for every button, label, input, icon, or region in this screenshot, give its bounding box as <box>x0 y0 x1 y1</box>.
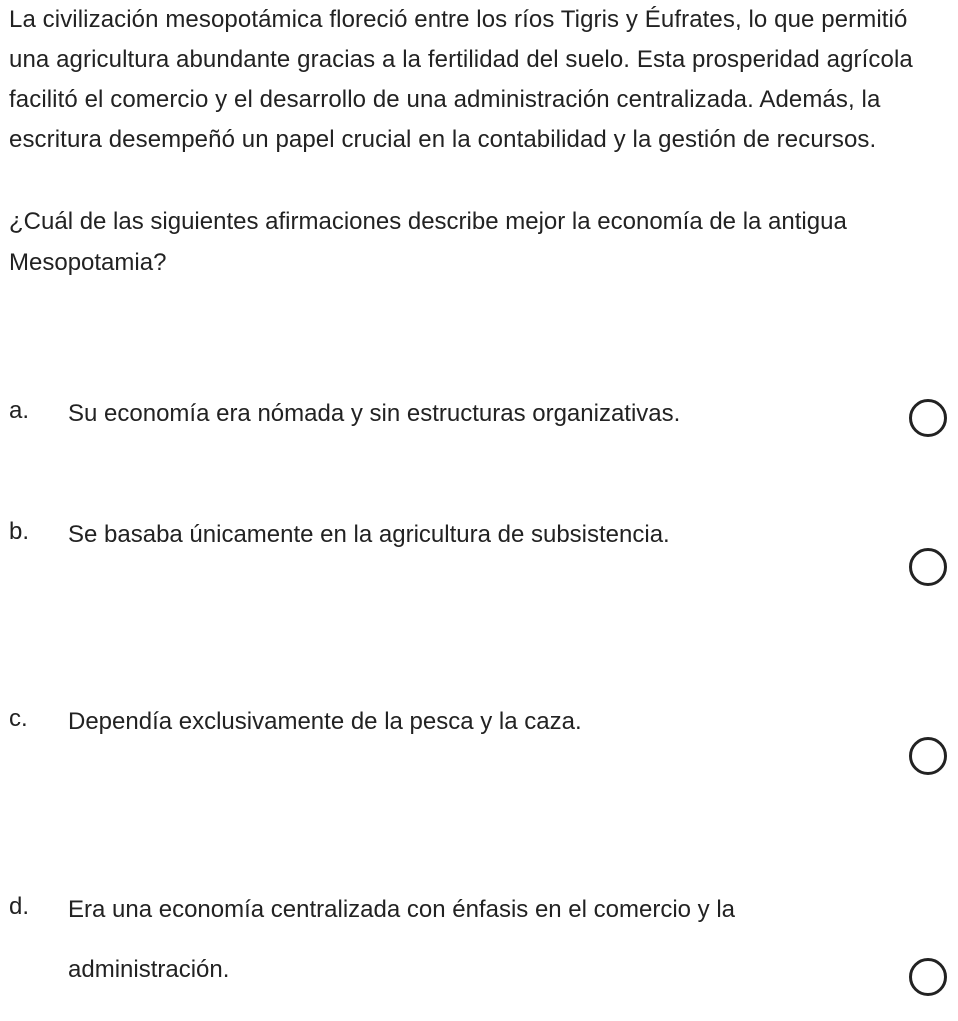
option-letter: c. <box>9 705 28 732</box>
option-letter: d. <box>9 893 30 920</box>
option-c[interactable] <box>0 692 958 752</box>
option-label: Dependía exclusivamente de la pesca y la caza. <box>68 708 582 735</box>
passage-text: La civilización mesopotámica floreció entre los ríos Tigris y Éufrates, lo que permitió una agricultura abundante gracias a la fertilidad del suelo. Esta prosperidad agrícola facilitó el comercio y el desarrollo de una administración centralizada. Además, la escritura desempeñó un papel crucial en la contabilidad y la gestión de recursos. <box>9 6 913 153</box>
option-label: Su economía era nómada y sin estructuras organizativas. <box>68 400 681 427</box>
radio-option-d[interactable] <box>909 958 947 996</box>
radio-option-a[interactable] <box>909 399 947 437</box>
radio-option-b[interactable] <box>909 548 947 586</box>
option-label: Era una economía centralizada con énfasis en el comercio y la administración. <box>68 896 736 983</box>
option-b[interactable] <box>0 505 958 565</box>
option-label: Se basaba únicamente en la agricultura de subsistencia. <box>68 521 670 548</box>
option-d[interactable] <box>0 880 958 1010</box>
radio-option-c[interactable] <box>909 737 947 775</box>
option-a[interactable] <box>0 384 958 444</box>
option-letter: a. <box>9 397 30 424</box>
option-letter: b. <box>9 518 30 545</box>
question-text: ¿Cuál de las siguientes afirmaciones describe mejor la economía de la antigua Mesopotamia? <box>9 208 847 276</box>
